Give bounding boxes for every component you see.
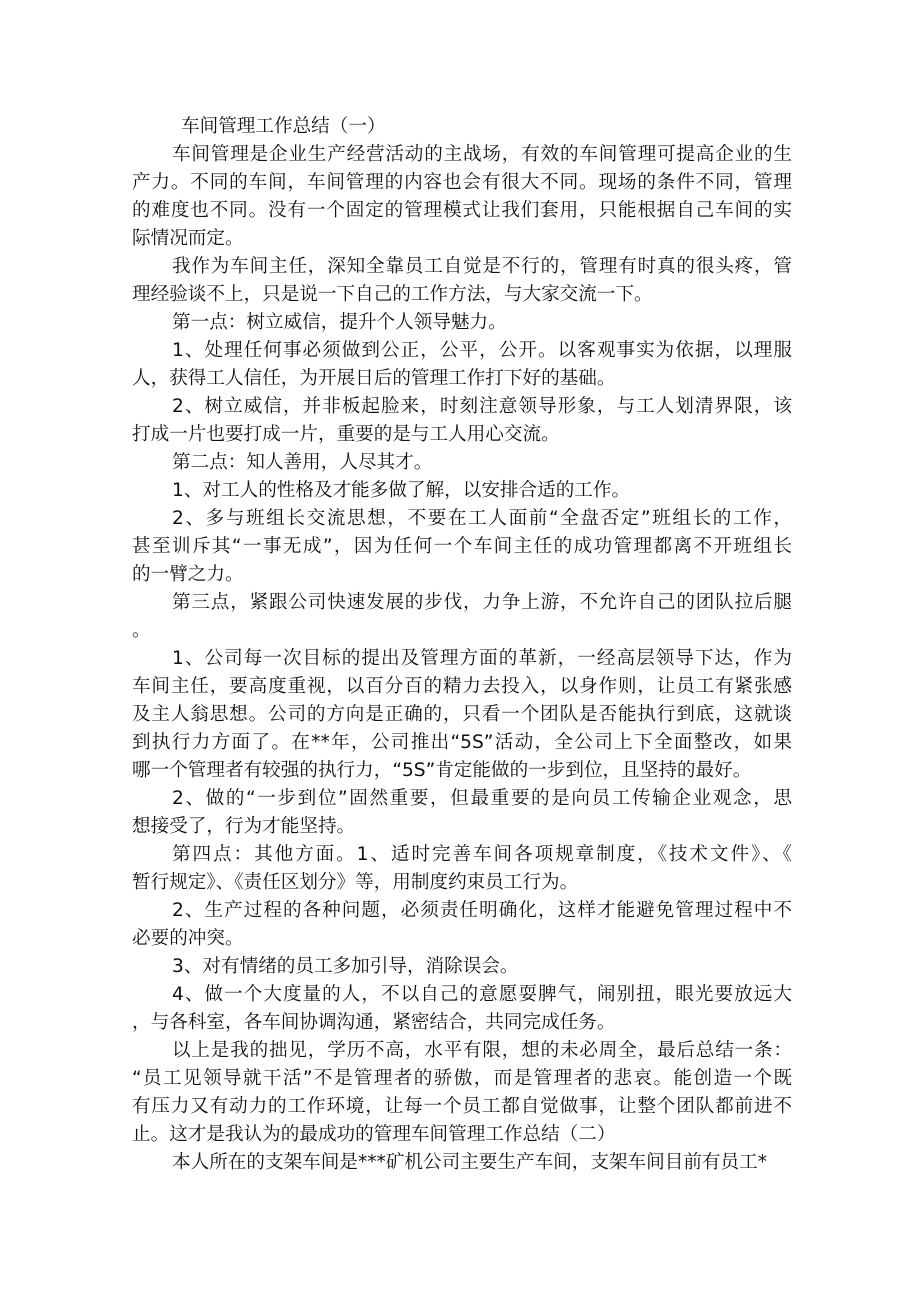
paragraph-10-line: 及主人翁思想。公司的方向是正确的，只看一个团队是否能执行到底，这就谈 bbox=[132, 704, 792, 725]
paragraph-5-line: 2、树立威信，并非板起脸来，时刻注意领导形象，与工人划清界限，该 bbox=[172, 396, 792, 417]
paragraph-4-line: 1、处理任何事必须做到公正，公平，公开。以客观事实为依据，以理服 bbox=[172, 340, 792, 361]
paragraph-11-line: 2、做的“一步到位”固然重要，但最重要的是向员工传输企业观念，思 bbox=[172, 788, 792, 809]
paragraph-10-line: 1、公司每一次目标的提出及管理方面的革新，一经高层领导下达，作为 bbox=[172, 648, 792, 669]
paragraph-13-line: 2、生产过程的各种问题，必须责任明确化，这样才能避免管理过程中不 bbox=[172, 900, 792, 921]
paragraph-3-line: 第一点：树立威信，提升个人领导魅力。 bbox=[172, 312, 507, 333]
document-title: 车间管理工作总结（一） bbox=[181, 116, 386, 137]
paragraph-10-line: 到执行力方面了。在**年，公司推出“5S”活动，全公司上下全面整改，如果 bbox=[132, 732, 792, 753]
paragraph-8-line: 2、多与班组长交流思想，不要在工人面前“全盘否定”班组长的工作， bbox=[172, 508, 792, 529]
paragraph-2-line: 我作为车间主任，深知全靠员工自觉是不行的，管理有时真的很头疼，管 bbox=[172, 256, 792, 277]
paragraph-1-line: 际情况而定。 bbox=[132, 228, 244, 249]
paragraph-9-line: 。 bbox=[132, 620, 151, 641]
paragraph-14-line: 3、对有情绪的员工多加引导，消除误会。 bbox=[172, 956, 519, 977]
paragraph-17-line: 本人所在的支架车间是***矿机公司主要生产车间，支架车间目前有员工* bbox=[172, 1152, 768, 1173]
paragraph-7-line: 1、对工人的性格及才能多做了解，以安排合适的工作。 bbox=[172, 480, 631, 501]
paragraph-15-line: ，与各科室，各车间协调沟通，紧密结合，共同完成任务。 bbox=[132, 1012, 616, 1033]
paragraph-15-line: 4、做一个大度量的人，不以自己的意愿耍脾气，闹别扭，眼光要放远大 bbox=[172, 984, 792, 1005]
paragraph-12-line: 暂行规定》、《责任区划分》等，用制度约束员工行为。 bbox=[132, 872, 579, 893]
paragraph-4-line: 人，获得工人信任，为开展日后的管理工作打下好的基础。 bbox=[132, 368, 616, 389]
paragraph-1-line: 的难度也不同。没有一个固定的管理模式让我们套用，只能根据自己车间的实 bbox=[132, 200, 792, 221]
paragraph-5-line: 打成一片也要打成一片，重要的是与工人用心交流。 bbox=[132, 424, 560, 445]
paragraph-8-line: 的一臂之力。 bbox=[132, 564, 244, 585]
paragraph-13-line: 必要的冲突。 bbox=[132, 928, 244, 949]
paragraph-16-line: 以上是我的拙见，学历不高，水平有限，想的未必周全，最后总结一条： bbox=[172, 1040, 792, 1061]
document-body bbox=[132, 113, 792, 1177]
paragraph-16-line: 有压力又有动力的工作环境，让每一个员工都自觉做事，让整个团队都前进不 bbox=[132, 1096, 792, 1117]
paragraph-1-line: 产力。不同的车间，车间管理的内容也会有很大不同。现场的条件不同，管理 bbox=[132, 172, 792, 193]
paragraph-1-line: 车间管理是企业生产经营活动的主战场，有效的车间管理可提高企业的生 bbox=[172, 144, 792, 165]
paragraph-2-line: 理经验谈不上，只是说一下自己的工作方法，与大家交流一下。 bbox=[132, 284, 653, 305]
paragraph-16-line: 止。这才是我认为的最成功的管理车间管理工作总结（二） bbox=[132, 1124, 616, 1145]
paragraph-16-line: “员工见领导就干活”不是管理者的骄傲，而是管理者的悲哀。能创造一个既 bbox=[132, 1068, 792, 1089]
paragraph-9-line: 第三点，紧跟公司快速发展的步伐，力争上游，不允许自己的团队拉后腿 bbox=[172, 592, 792, 613]
paragraph-11-line: 想接受了，行为才能坚持。 bbox=[132, 816, 356, 837]
paragraph-6-line: 第二点：知人善用，人尽其才。 bbox=[172, 452, 433, 473]
paragraph-12-line: 第四点：其他方面。1、适时完善车间各项规章制度，《技术文件》、《 bbox=[172, 844, 792, 865]
paragraph-10-line: 车间主任，要高度重视，以百分百的精力去投入，以身作则，让员工有紧张感 bbox=[132, 676, 792, 697]
paragraph-8-line: 甚至训斥其“一事无成”，因为任何一个车间主任的成功管理都离不开班组长 bbox=[132, 536, 792, 557]
paragraph-10-line: 哪一个管理者有较强的执行力，“5S”肯定能做的一步到位，且坚持的最好。 bbox=[132, 760, 752, 781]
